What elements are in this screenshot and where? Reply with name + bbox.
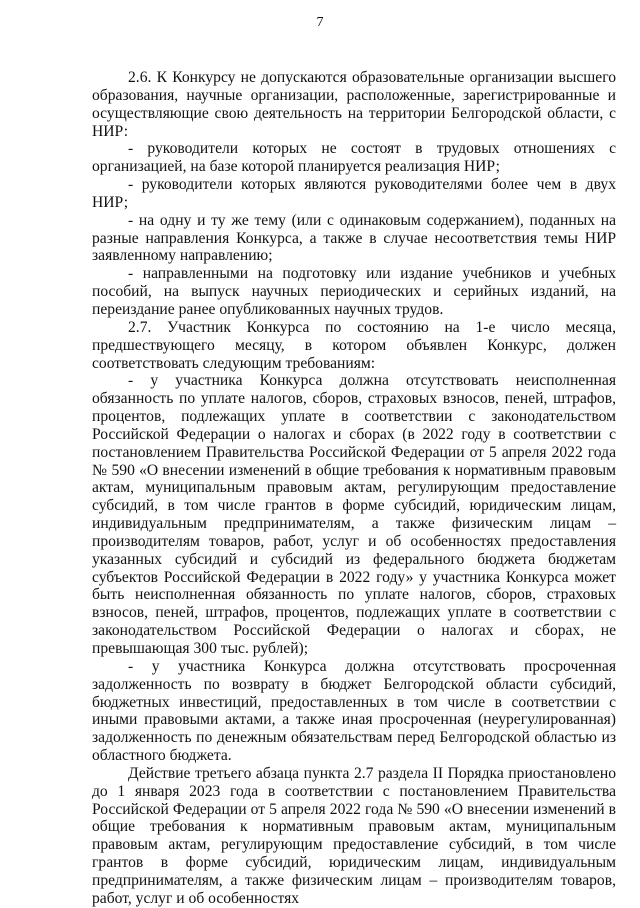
paragraph-2-6-item-3: - на одну и ту же тему (или с одинаковым содержанием), поданных на разные направления Конкурса, а также в случае несоответствия темы НИР заявленному направлению;: [92, 211, 616, 265]
paragraph-suspension-note: Действие третьего абзаца пункта 2.7 раздела II Порядка приостановлено до 1 января 2023 года в соответствии с постановлением Правительства Российской Федерации от 5 апреля 2022 года № 590 «О внесении изменений в общие требования к нормативным правовым актам, муниципальным правовым актам, регулирующим предоставление субсидий, в том числе грантов в форме субсидий, юридическим лицам, индивидуальным предпринимателям, а также физическим лицам – производителям товаров, работ, услуг и об особенностях: [92, 764, 616, 907]
paragraph-2-6: 2.6. К Конкурсу не допускаются образовательные организации высшего образования, научные организации, расположенные, зарегистрированные и осуществляющие свою деятельность на территории Белгородской области, с НИР:: [92, 69, 616, 140]
paragraph-2-7: 2.7. Участник Конкурса по состоянию на 1-е число месяца, предшествующего месяцу, в котором объявлен Конкурс, должен соответствовать следующим требованиям:: [92, 318, 616, 372]
paragraph-2-6-item-2: - руководители которых являются руководителями более чем в двух НИР;: [92, 176, 616, 211]
paragraph-2-7-item-2: - у участника Конкурса должна отсутствовать просроченная задолженность по возврату в бюджет Белгородской области субсидий, бюджетных инвестиций, предоставленных в том числе в соответствии с иными правовыми актами, а также иная просроченная (неурегулированная) задолженность по денежным обязательствам перед Белгородской областью из областного бюджета.: [92, 657, 616, 765]
paragraph-2-6-item-1: - руководители которых не состоят в трудовых отношениях с организацией, на базе которой планируется реализация НИР;: [92, 140, 616, 176]
paragraph-2-6-item-4: - направленными на подготовку или издание учебников и учебных пособий, на выпуск научных периодических и серийных изданий, на переиздание ранее опубликованных научных трудов.: [92, 265, 616, 318]
document-body: [92, 69, 616, 908]
page-number: 7: [316, 15, 324, 30]
paragraph-2-7-item-1: - у участника Конкурса должна отсутствовать неисполненная обязанность по уплате налогов, сборов, страховых взносов, пеней, штрафов, процентов, подлежащих уплате в соответствии с законодательством Российской Федерации о налогах и сборах (в 2022 году в соответствии с постановлением Правительства Российской Федерации от 5 апреля 2022 года № 590 «О внесении изменений в общие требования к нормативным правовым актам, муниципальным правовым актам, регулирующим предоставление субсидий, в том числе грантов в форме субсидий, юридическим лицам, индивидуальным предпринимателям, а также физическим лицам – производителям товаров, работ, услуг и об особенностях предоставления указанных субсидий и субсидий из федерального бюджета бюджетам субъектов Российской Федерации в 2022 году» у участника Конкурса может быть неисполненная обязанность по уплате налогов, сборов, страховых взносов, пеней, штрафов, процентов, подлежащих уплате в соответствии с законодательством Российской Федерации о налогах и сборах, не превышающая 300 тыс. рублей);: [92, 372, 616, 657]
